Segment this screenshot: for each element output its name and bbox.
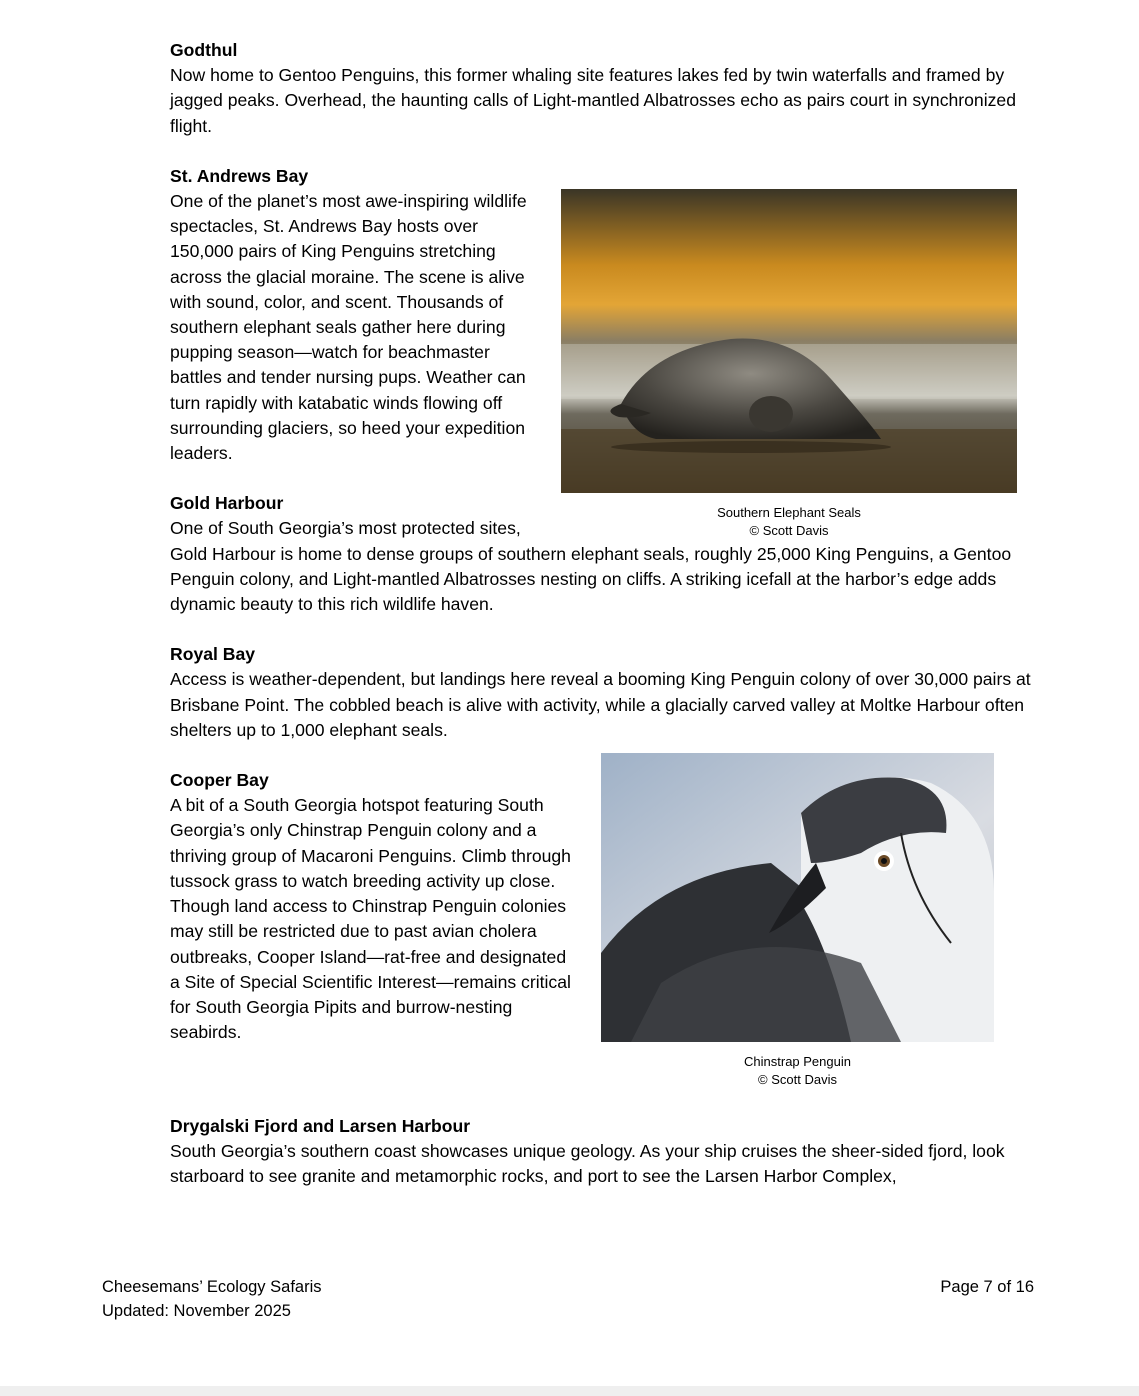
section-drygalski-fjord [170, 1114, 1034, 1190]
footer-right [940, 1275, 1034, 1299]
section-heading: Royal Bay [170, 644, 256, 665]
section-body: Access is weather-dependent, but landings here reveal a booming King Penguin colony of over 30,000 pairs at Brisbane Point. The cobbled beach is alive with activity, while a glacially carved valley at Moltke Harbour often shelters up to 1,000 elephant seals. [170, 669, 1031, 740]
figure-chinstrap-penguin [601, 753, 994, 1089]
footer-updated: Updated: November 2025 [102, 1302, 291, 1320]
figure-caption [561, 504, 1017, 540]
caption-credit: © Scott Davis [758, 1072, 837, 1088]
section-heading: Gold Harbour [170, 493, 284, 514]
figure-caption [601, 1053, 994, 1089]
section-body: Now home to Gentoo Penguins, this former whaling site features lakes fed by twin waterfalls and framed by jagged peaks. Overhead, the haunting calls of Light-mantled Albatrosses echo as pairs court in synchronized flight. [170, 65, 1016, 136]
section-royal-bay [170, 642, 1034, 743]
caption-credit: © Scott Davis [749, 523, 829, 539]
page-content [170, 38, 1034, 1190]
footer-org: Cheesemans’ Ecology Safaris [102, 1278, 322, 1296]
section-godthul [170, 38, 1034, 139]
chinstrap-penguin-photo [601, 753, 994, 1042]
section-body: South Georgia’s southern coast showcases unique geology. As your ship cruises the sheer-sided fjord, look starboard to see granite and metamorphic rocks, and port to see the Larsen Harbor Complex, [170, 1141, 1005, 1187]
section-body: A bit of a South Georgia hotspot featuring South Georgia’s only Chinstrap Penguin colony and a thriving group of Macaroni Penguins. Climb through tussock grass to watch breeding activity up close. Though land access to Chinstrap Penguin colonies may still be restricted due to past avian cholera outbreaks, Cooper Island—rat-free and designated a Site of Special Scientific Interest—remains critical for South Georgia Pipits and burrow-nesting seabirds. [170, 795, 571, 1043]
caption-title: Southern Elephant Seals [717, 505, 861, 521]
bottom-strip [0, 1386, 1139, 1396]
elephant-seal-photo [561, 189, 1017, 493]
footer-left [102, 1275, 322, 1323]
caption-title: Chinstrap Penguin [744, 1054, 851, 1070]
section-heading: Drygalski Fjord and Larsen Harbour [170, 1116, 471, 1137]
page-number: Page 7 of 16 [940, 1278, 1034, 1296]
section-cooper-bay [170, 768, 1034, 1088]
figure-elephant-seal [561, 189, 1017, 540]
section-body: One of South Georgia’s most protected sites, Gold Harbour is home to dense groups of southern elephant seals, roughly 25,000 King Penguins, a Gentoo Penguin colony, and Light-mantled Albatrosses nesting on cliffs. A striking icefall at the harbor’s edge adds dynamic beauty to this rich wildlife haven. [170, 518, 1012, 615]
section-heading: Godthul [170, 40, 238, 60]
section-heading: Cooper Bay [170, 770, 269, 791]
section-heading: St. Andrews Bay [170, 165, 309, 186]
section-body: One of the planet’s most awe-inspiring wildlife spectacles, St. Andrews Bay hosts over 150,000 pairs of King Penguins stretching across the glacial moraine. The scene is alive with sound, color, and scent. Thousands of southern elephant seals gather here during pupping season—watch for beachmaster battles and tender nursing pups. Weather can turn rapidly with katabatic winds flowing off surrounding glaciers, so heed your expedition leaders. [170, 191, 527, 464]
